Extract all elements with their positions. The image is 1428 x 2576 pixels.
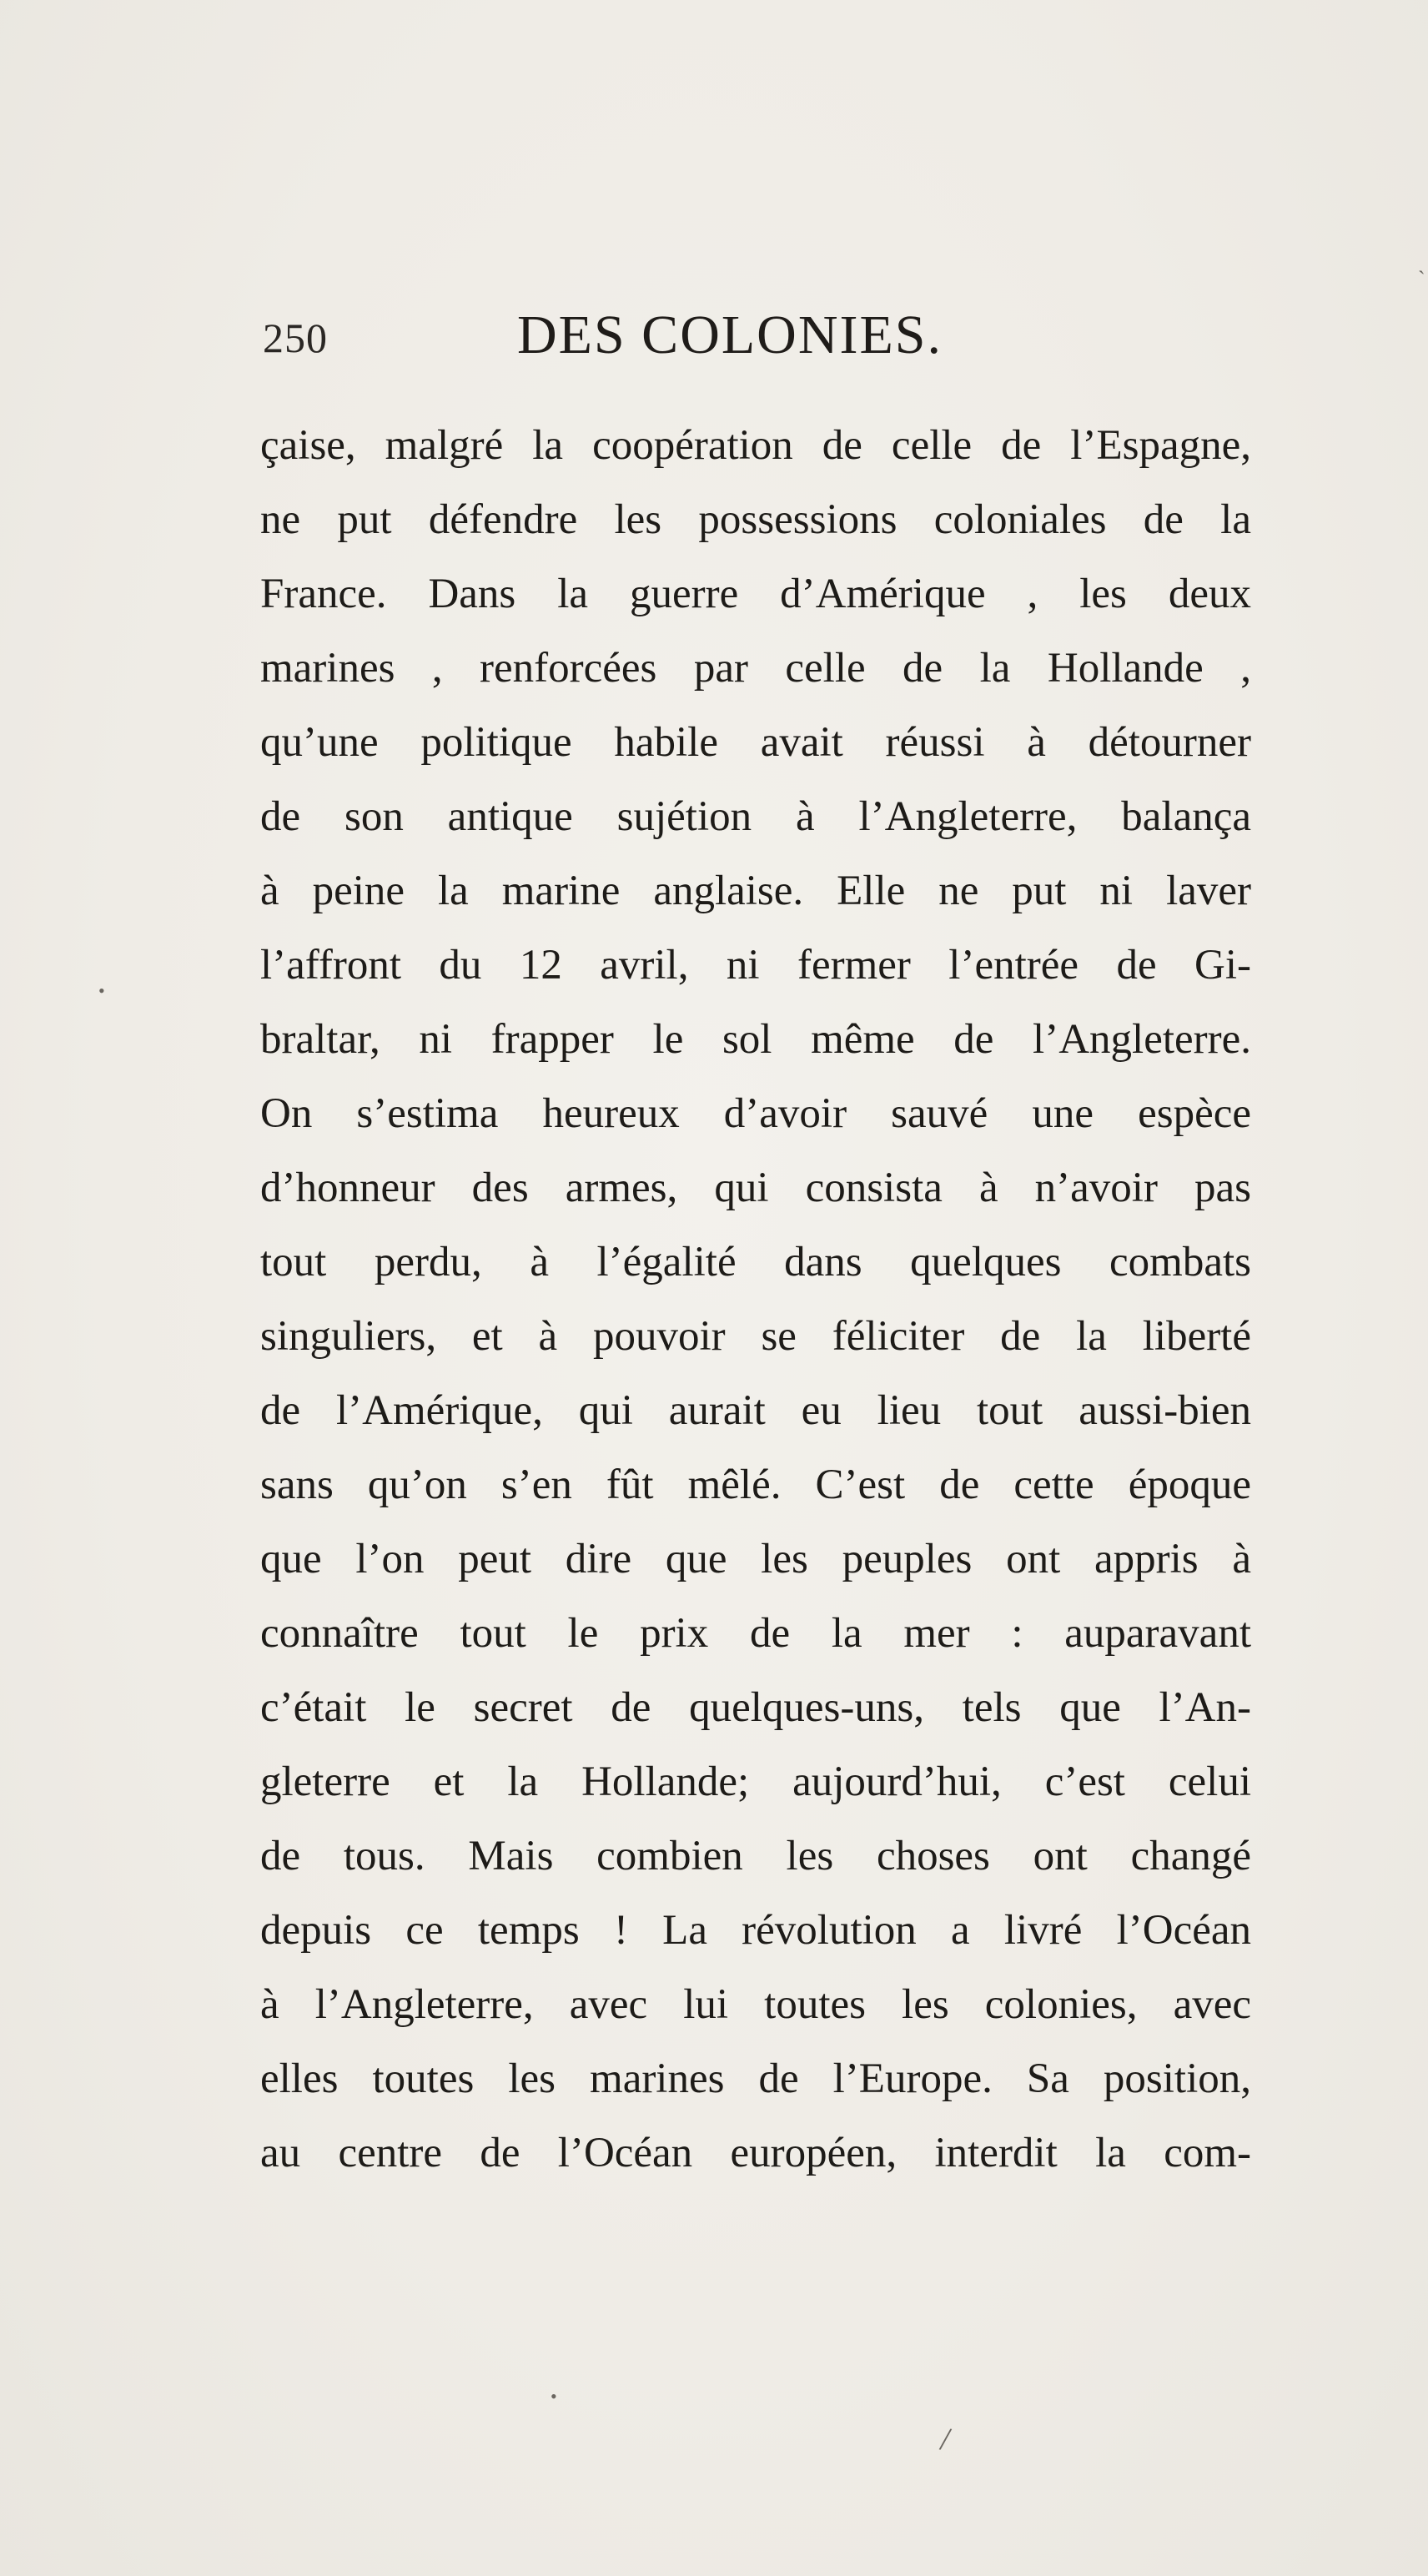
page-number: 250 (263, 314, 328, 361)
page-header (263, 304, 1247, 375)
text-line: c’était le secret de quelques-uns, tels que l’An- (260, 1684, 1251, 1731)
text-line: On s’estima heureux d’avoir sauvé une espèce (260, 1090, 1251, 1137)
paper-mark: ˋ (1418, 267, 1425, 291)
text-line: au centre de l’Océan européen, interdit la com- (260, 2130, 1251, 2176)
paper-mark: / (938, 2419, 953, 2458)
text-line: l’affront du 12 avril, ni fermer l’entrée de Gi- (260, 942, 1251, 989)
paper-speck: • (551, 2386, 557, 2407)
text-line: sans qu’on s’en fût mêlé. C’est de cette époque (260, 1462, 1251, 1508)
text-line: depuis ce temps ! La révolution a livré l’Océan (260, 1907, 1251, 1954)
text-line: elles toutes les marines de l’Europe. Sa position, (260, 2055, 1251, 2102)
text-line: de son antique sujétion à l’Angleterre, balança (260, 793, 1251, 840)
text-line: connaître tout le prix de la mer : auparavant (260, 1610, 1251, 1657)
text-line: de tous. Mais combien les choses ont changé (260, 1833, 1251, 1879)
text-line: singuliers, et à pouvoir se féliciter de la liberté (260, 1313, 1251, 1360)
body-text (260, 409, 1251, 2191)
text-line: braltar, ni frapper le sol même de l’Angleterre. (260, 1016, 1251, 1063)
text-line: tout perdu, à l’égalité dans quelques combats (260, 1239, 1251, 1285)
text-line: gleterre et la Hollande; aujourd’hui, c’est celui (260, 1758, 1251, 1805)
text-line: à peine la marine anglaise. Elle ne put ni laver (260, 868, 1251, 914)
text-line: de l’Amérique, qui aurait eu lieu tout aussi-bien (260, 1387, 1251, 1434)
text-line: à l’Angleterre, avec lui toutes les colonies, avec (260, 1981, 1251, 2028)
text-line: marines , renforcées par celle de la Hollande , (260, 645, 1251, 692)
text-line: çaise, malgré la coopération de celle de l’Espagne, (260, 422, 1251, 469)
text-line: qu’une politique habile avait réussi à détourner (260, 719, 1251, 766)
paper-speck: • (98, 980, 105, 1001)
text-line: ne put défendre les possessions coloniales de la (260, 496, 1251, 543)
text-line: France. Dans la guerre d’Amérique , les deux (260, 571, 1251, 617)
text-line: d’honneur des armes, qui consista à n’avoir pas (260, 1165, 1251, 1211)
running-title: DES COLONIES. (517, 304, 943, 365)
text-line: que l’on peut dire que les peuples ont appris à (260, 1536, 1251, 1582)
